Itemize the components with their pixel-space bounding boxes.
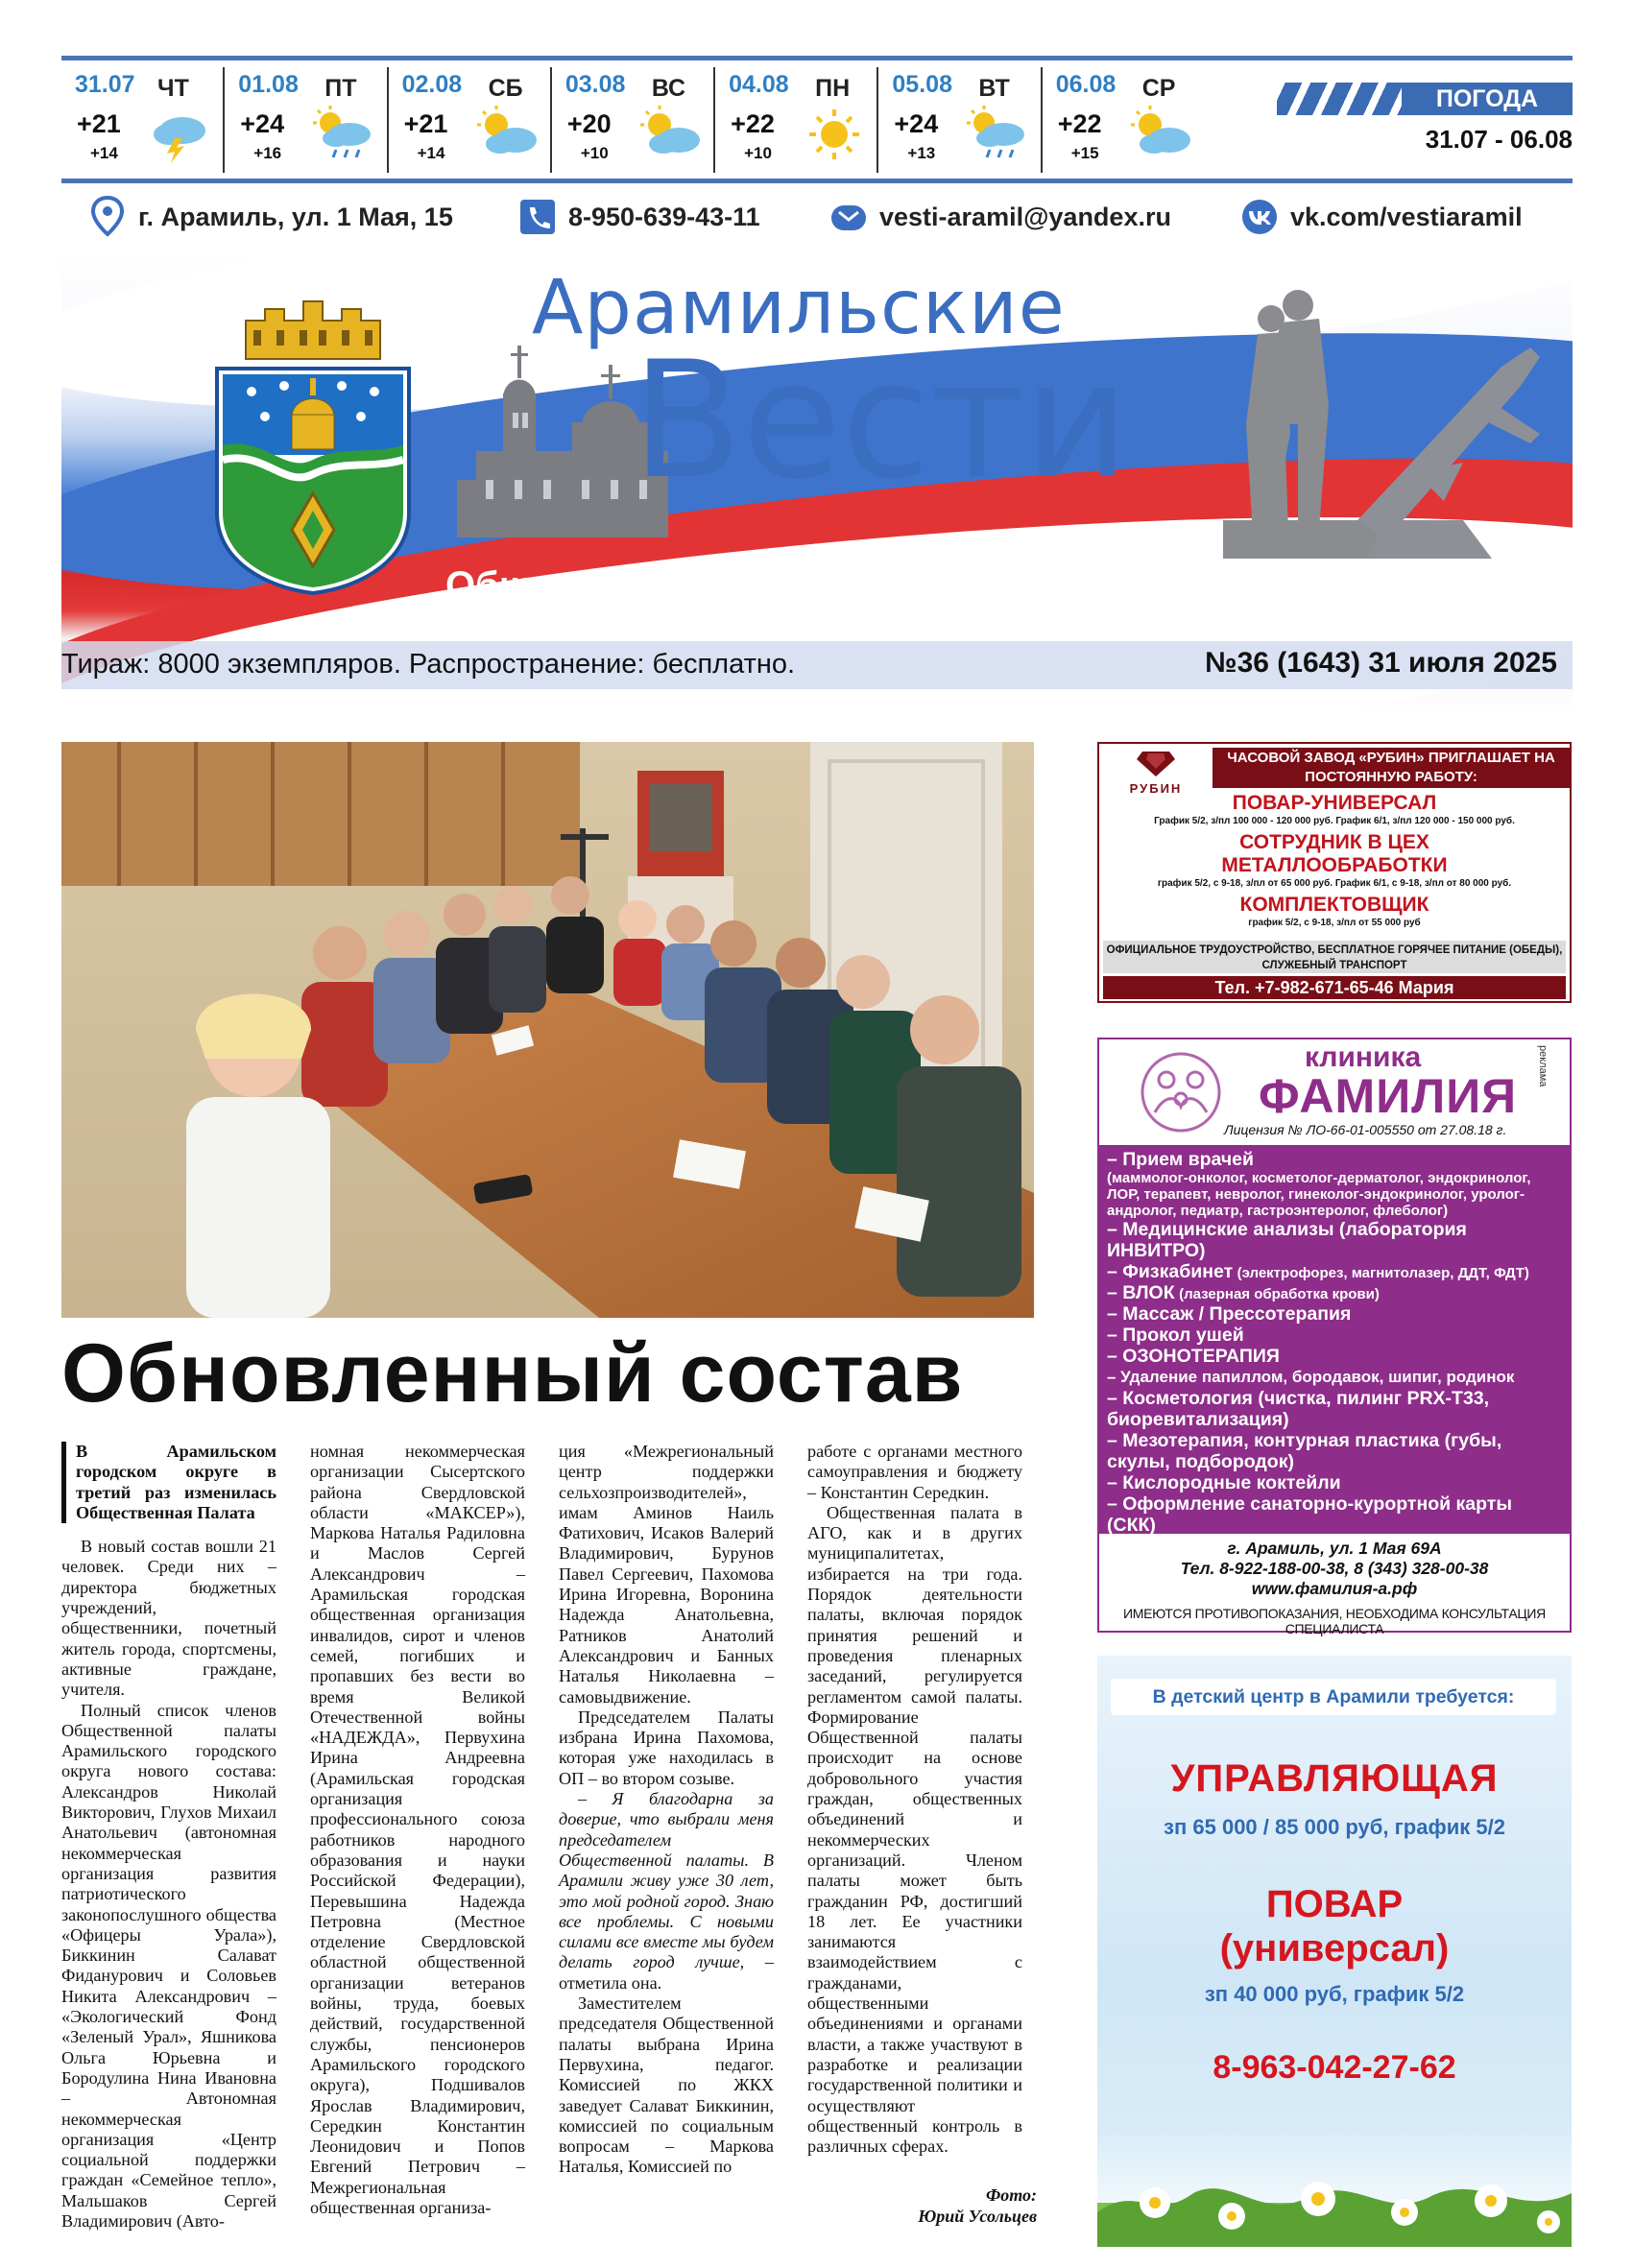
article-column-3 [559,1442,774,2178]
rubin-phone: Тел. +7-982-671-65-46 Мария [1103,976,1566,999]
clinic-service: – Прием врачей (маммолог-онколог, косметолог-дерматолог, эндокринолог, ЛОР, терапевт, невролог, гинеколог-эндокринолог, уролог-андролог, педиатр, гастроэнтеролог, флеболог) [1107,1149,1531,1219]
weather-weekday: ЧТ [157,75,189,102]
sun-rain-icon [963,106,1030,163]
clinic-header [1099,1039,1570,1143]
weather-low: +14 [90,144,118,162]
weather-day [552,67,715,173]
coat-of-arms-icon [207,292,419,597]
photo-caption-author: Юрий Усольцев [918,2207,1037,2226]
article-paragraph: Общественная палата в АГО, как и в других муниципалитетах, избирается на три года. Порядок деятельности палаты, включая порядок принятия решений и проведения пленарных заседаний, регулируется регламентом самой палаты. Формирование Общественной палаты происходит на основе добровольного участия граждан, общественных объединений и некоммерческих организаций. Членом палаты может быть гражданин РФ, достигший 18 лет. Ее участники занимаются взаимодействием с гражданами, общественными объединениями и органами власти, а также участвуют в разработке и реализации государственной политики и осуществляют общественный контроль в различных сферах. [807,1502,1022,2157]
clinic-service: – Удаление папиллом, бородавок, шипиг, родинок [1107,1368,1515,1386]
weather-high: +22 [731,109,775,138]
kids-phone[interactable]: 8-963-042-27-62 [1213,2049,1456,2086]
vk-text: vk.com/vestiaramil [1290,202,1523,231]
circulation-text: Тираж: 8000 экземпляров. Распространение: бесплатно. [61,649,796,680]
kids-ad-header: В детский центр в Арамили требуется: [1111,1679,1556,1715]
thunderstorm-icon [146,106,213,163]
weather-low: +14 [417,144,445,162]
clinic-service: – Прокол ушей [1107,1325,1244,1346]
weather-bottom-rule [61,179,1573,183]
weather-date: 05.08 [892,71,952,98]
weather-date: 06.08 [1055,71,1117,98]
clinic-address: г. Арамиль, ул. 1 Мая 69А [1227,1539,1442,1558]
article-column-4 [807,1442,1022,2157]
clinic-service: – Кислородные коктейли [1107,1472,1341,1493]
clinic-phones[interactable]: Тел. 8-922-188-00-38, 8 (343) 328-00-38 [1180,1559,1489,1578]
rubin-job-title: ПОВАР-УНИВЕРСАЛ [1232,792,1437,814]
address-text: г. Арамиль, ул. 1 Мая, 15 [138,202,453,231]
article-paragraph: номная некоммерческая организации Сысертского района Свердловской области «МАКСЕР»), Маркова Наталья Радиловна и Маслов Сергей Александрович – Арамильская городская общественная организация инвалидов, сирот и членов семей, погибших и пропавших без вести во время Великой Отечественной войны «НАДЕЖДА», Первухина Ирина Андреевна (Арамильская городская организация профессионального союза работников народного образования и науки Российской Федерации), Перевышина Надежда Петровна (Местное отделение Свердловской областной общественной организации ветеранов войны, труда, боевых действий, государственной службы, пенсионеров Арамильского городского округа), Подшивалов Ярослав Владимирович, Середкин Константин Леонидович и Попов Евгений Петрович – Межрегиональная общественная организа- [310,1442,525,2217]
envelope-icon [829,196,868,238]
weather-date: 02.08 [401,71,463,98]
weather-low: +10 [744,144,772,162]
email-text: vesti-aramil@yandex.ru [879,202,1171,231]
clinic-license: Лицензия № ЛО-66-01-005550 от 27.08.18 г. [1224,1122,1507,1137]
age-rating: 16+ [77,332,120,361]
clinic-type: клиника [1305,1041,1422,1073]
sun-rain-icon [309,106,376,163]
masthead [61,251,1573,712]
article-quote: – Я благодарна за доверие, что выбрали меня председателем Общественной палаты. В Арамили живу уже 30 лет, это мой родной город. Знаю все проблемы. С новыми силами все вместе мы будем делать город лучше, [559,1789,774,1972]
kids-job-title-line: ПОВАР [1265,1883,1404,1925]
rubin-benefits: ОФИЦИАЛЬНОЕ ТРУДОУСТРОЙСТВО, БЕСПЛАТНОЕ ГОРЯЧЕЕ ПИТАНИЕ (ОБЕДЫ), СЛУЖЕБНЫЙ ТРАНСПОРТ [1103,941,1566,973]
issue-number: №36 (1643) 31 июля 2025 [1205,647,1557,679]
weather-low: +13 [907,144,936,162]
article-paragraph: ция «Межрегиональный центр поддержки сельхозпроизводителей», имам Аминов Наиль Фатихович, Исаков Валерий Владимирович, Бурунов Павел Сергеевич, Пахомова Ирина Игоревна, Воронина Надежда Анатольевна, Ратников Анатолий Александрович и Банных Наталья Николаевна – самовыдвижение. [559,1442,774,1707]
weather-day [715,67,878,173]
clinic-service: – Медицинские анализы (лаборатория ИНВИТРО) [1107,1219,1467,1261]
weather-label: ПОГОДА [1435,85,1539,112]
clinic-service: – Массаж / Прессотерапия [1107,1303,1352,1325]
weather-day [1043,67,1204,173]
weather-weekday: ВТ [978,75,1010,102]
article-paragraph: Председателем Палаты избрана Ирина Пахомова, которая уже находилась в ОП – во втором созыве. [559,1707,774,1788]
location-pin-icon [88,196,127,238]
weather-date: 03.08 [564,71,626,98]
weather-day [61,67,225,173]
article-paragraph: работе с органами местного самоуправления и бюджету – Константин Середкин. [807,1442,1022,1502]
weather-label-stripes [1277,83,1402,115]
weather-date: 01.08 [238,71,299,98]
contact-phone[interactable] [518,196,760,238]
gem-icon [1137,750,1175,776]
daisy-flowers-decoration [1097,2155,1572,2247]
article-paragraph: В новый состав вошли 21 человек. Среди них – директора бюджетных учреждений, общественники, почетный житель города, спортсмены, активные граждане, учителя. [61,1537,276,1700]
top-rule [61,56,1573,60]
weather-weekday: СБ [488,75,523,102]
weather-high: +21 [403,109,448,138]
weather-day [389,67,552,173]
rubin-header: ЧАСОВОЙ ЗАВОД «РУБИН» ПРИГЛАШАЕТ НА ПОСТОЯННУЮ РАБОТУ: [1213,748,1570,788]
weather-weekday: ВС [651,75,685,102]
photo-caption [864,2184,1037,2227]
article-column-1 [61,1442,276,2232]
masthead-title-line1: Арамильские [532,265,1066,351]
kids-job-title-line: (универсал) [1219,1927,1450,1970]
kids-job-title-2 [1097,1882,1572,1970]
article-lead: В Арамильском городском округе в третий раз изменилась Общественная Палата [61,1442,276,1523]
rubin-job-details: График 5/2, з/пл 100 000 - 120 000 руб. График 6/1, з/пл 120 000 - 150 000 руб. [1154,816,1515,826]
rubin-job-details: график 5/2, с 9-18, з/пл от 55 000 руб [1248,918,1421,928]
weather-high: +24 [894,109,939,138]
contacts-bar [61,188,1573,246]
phone-icon [518,196,557,238]
article-paragraph: Заместителем председателя Общественной палаты выбрана Ирина Первухина, педагог. Комиссией по ЖКХ заведует Салават Биккинин, комиссией по социальным вопросам – Маркова Наталья, Комиссией по [559,1993,774,2177]
vk-icon [1240,196,1279,238]
clinic-service: – Оформление санаторно-курортной карты (СКК) [1107,1493,1513,1536]
weather-low: +10 [580,144,609,162]
clinic-website[interactable]: www.фамилия-а.рф [1251,1579,1418,1598]
clinic-warning: ИМЕЮТСЯ ПРОТИВОПОКАЗАНИЯ, НЕОБХОДИМА КОНСУЛЬТАЦИЯ СПЕЦИАЛИСТА [1123,1606,1546,1636]
article-headline: Обновленный состав [61,1327,964,1420]
article-quote-paragraph [559,1789,774,1993]
partly-cloudy-icon [1127,106,1194,163]
weather-high: +21 [77,109,121,138]
clinic-contacts [1099,1539,1570,1599]
ad-rubin [1097,742,1572,1003]
weather-high: +20 [566,109,612,138]
clinic-name: ФАМИЛИЯ [1259,1069,1518,1123]
kids-job-title: УПРАВЛЯЮЩАЯ [1170,1757,1499,1800]
rubin-logo-text: РУБИН [1129,781,1183,796]
rubin-job-title: КОМПЛЕКТОВЩИК [1239,894,1429,916]
clinic-service: – ВСЕ ВИДЫ УЗИ [1107,1536,1267,1557]
weather-date: 31.07 [75,71,135,98]
weather-low: +16 [253,144,282,162]
rubin-job-details: график 5/2, с 9-18, з/пл от 65 000 руб. График 6/1, с 9-18, з/пл от 80 000 руб. [1157,878,1512,889]
weather-strip [61,67,1204,173]
clinic-service: – ОЗОНОТЕРАПИЯ [1107,1346,1280,1367]
photo-caption-label: Фото: [985,2185,1037,2205]
weather-day [225,67,388,173]
rubin-jobs [1105,792,1564,933]
partly-cloudy-icon [636,106,704,163]
weather-high: +22 [1057,109,1102,138]
contact-email[interactable] [829,196,1171,238]
masthead-title-line2: Вести [632,326,1130,514]
ad-clinic [1097,1038,1572,1636]
partly-cloudy-icon [473,106,540,163]
kids-job-details: зп 65 000 / 85 000 руб, график 5/2 [1164,1815,1505,1839]
weather-weekday: ПТ [324,75,357,102]
jet-monument-illustration [1348,328,1569,559]
clinic-service: – ВЛОК (лазерная обработка крови) [1107,1282,1380,1303]
weather-low: +15 [1070,144,1099,162]
family-logo-icon [1138,1049,1224,1135]
weather-weekday: СР [1141,75,1176,102]
article-quote-attribution: – отметила она. [559,1952,775,1993]
clinic-service: – Мезотерапия, контурная пластика (губы, скулы, подбородок) [1107,1430,1502,1472]
article-paragraph: Полный список членов Общественной палаты Арамильского городского округа нового состава: Александров Николай Викторович, Глухов Михаил Анатольевич (автономная некоммерческая организация развития патриотического законопослушного общества «Офицеры Урала»), Биккинин Салават Фиданурович и Соловьев Никита Александрович – «Экологический Фонд «Зеленый Урал», Яшникова Ольга Юрьевна и Бородулина Нина Ивановна – Автономная некоммерческая организация «Центр социальной поддержки граждан «Семейное тепло», Мальшаков Сергей Владимирович (Авто- [61,1700,276,2231]
contact-address [88,196,453,238]
article-column-2 [310,1442,525,2218]
weather-range: 31.07 - 06.08 [1425,125,1573,154]
weather-weekday: ПН [815,75,851,102]
rubin-logo [1113,750,1199,798]
rubin-job-title: СОТРУДНИК В ЦЕХ МЕТАЛЛООБРАБОТКИ [1221,831,1448,876]
ad-marker: реклама [1537,1045,1549,1087]
kids-job-details-2: зп 40 000 руб, график 5/2 [1204,1982,1465,2006]
weather-day [878,67,1042,173]
sun-icon [800,106,867,163]
article-photo [61,742,1034,1318]
contact-vk[interactable] [1240,196,1523,238]
phone-text: 8-950-639-43-11 [568,202,760,231]
clinic-service: – Косметология (чистка, пилинг PRX-T33, биоревитализация) [1107,1388,1490,1430]
weather-high: +24 [240,109,285,138]
masthead-subtitle: Общественно-политическая газета [445,564,1112,607]
ad-kids-center [1097,1656,1572,2247]
weather-date: 04.08 [729,71,789,98]
clinic-service: – Физкабинет (электрофорез, магнитолазер, ДДТ, ФДТ) [1107,1261,1529,1282]
